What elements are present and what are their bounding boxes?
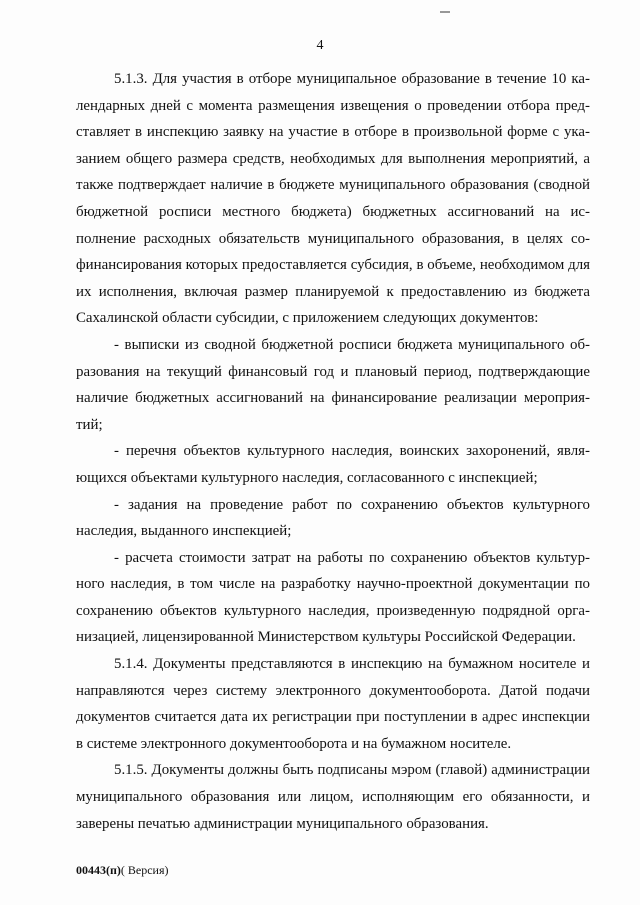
document-version: ( Версия) [120,863,169,877]
list-item-work-assignment: - задания на проведение работ по сохранению объектов культурного наследия, выданного инспекцией; [76,496,590,540]
document-body [76,66,590,837]
page-number: 4 [316,38,324,53]
paragraph-5-1-5: 5.1.5. Документы должны быть подписаны мэром (главой) администрации муниципального образования или лицом, исполняющим его обязанности, и заверены печатью администрации муниципального образования. [76,762,590,832]
document-footer [76,863,169,878]
list-item-budget-extract: - выписки из сводной бюджетной росписи бюджета муниципального образования на текущий финансовый год и плановый период, подтверждающие наличие бюджетных ассигнований на финансирование реализации мероприятий; [76,336,590,433]
scan-speck [440,11,450,13]
list-item-heritage-list: - перечня объектов культурного наследия, воинских захоронений, являющихся объектами культурного наследия, согласованного с инспекцией; [76,443,590,486]
paragraph-5-1-4: 5.1.4. Документы представляются в инспекцию на бумажном носителе и направляются через систему электронного документооборота. Датой подачи документов считается дата их регистрации при поступлении в адрес инспекции в системе электронного документооборота и на бумажном носителе. [76,656,590,752]
paragraph-5-1-3: 5.1.3. Для участия в отборе муниципальное образование в течение 10 календарных дней с момента размещения извещения о проведении отбора представляет в инспекцию заявку на участие в отборе в произвольной форме с указанием общего размера средств, необходимых для выполнения мероприятий, а также подтверждает наличие в бюджете муниципального образования (сводной бюджетной росписи местного бюджета) бюджетных ассигнований на исполнение расходных обязательств муниципального образования, в целях софинансирования которых предоставляется субсидия, в объеме, необходимом для их исполнения, включая размер планируемой к предоставлению из бюджета Сахалинской области субсидии, с приложением следующих документов: [76,71,590,327]
list-item-cost-calculation: - расчета стоимости затрат на работы по сохранению объектов культурного наследия, в том числе на разработку научно-проектной документации по сохранению объектов культурного наследия, произведенную подрядной организацией, лицензированной Министерством культуры Российской Федерации. [76,549,590,646]
document-code: 00443(п) [76,863,121,877]
